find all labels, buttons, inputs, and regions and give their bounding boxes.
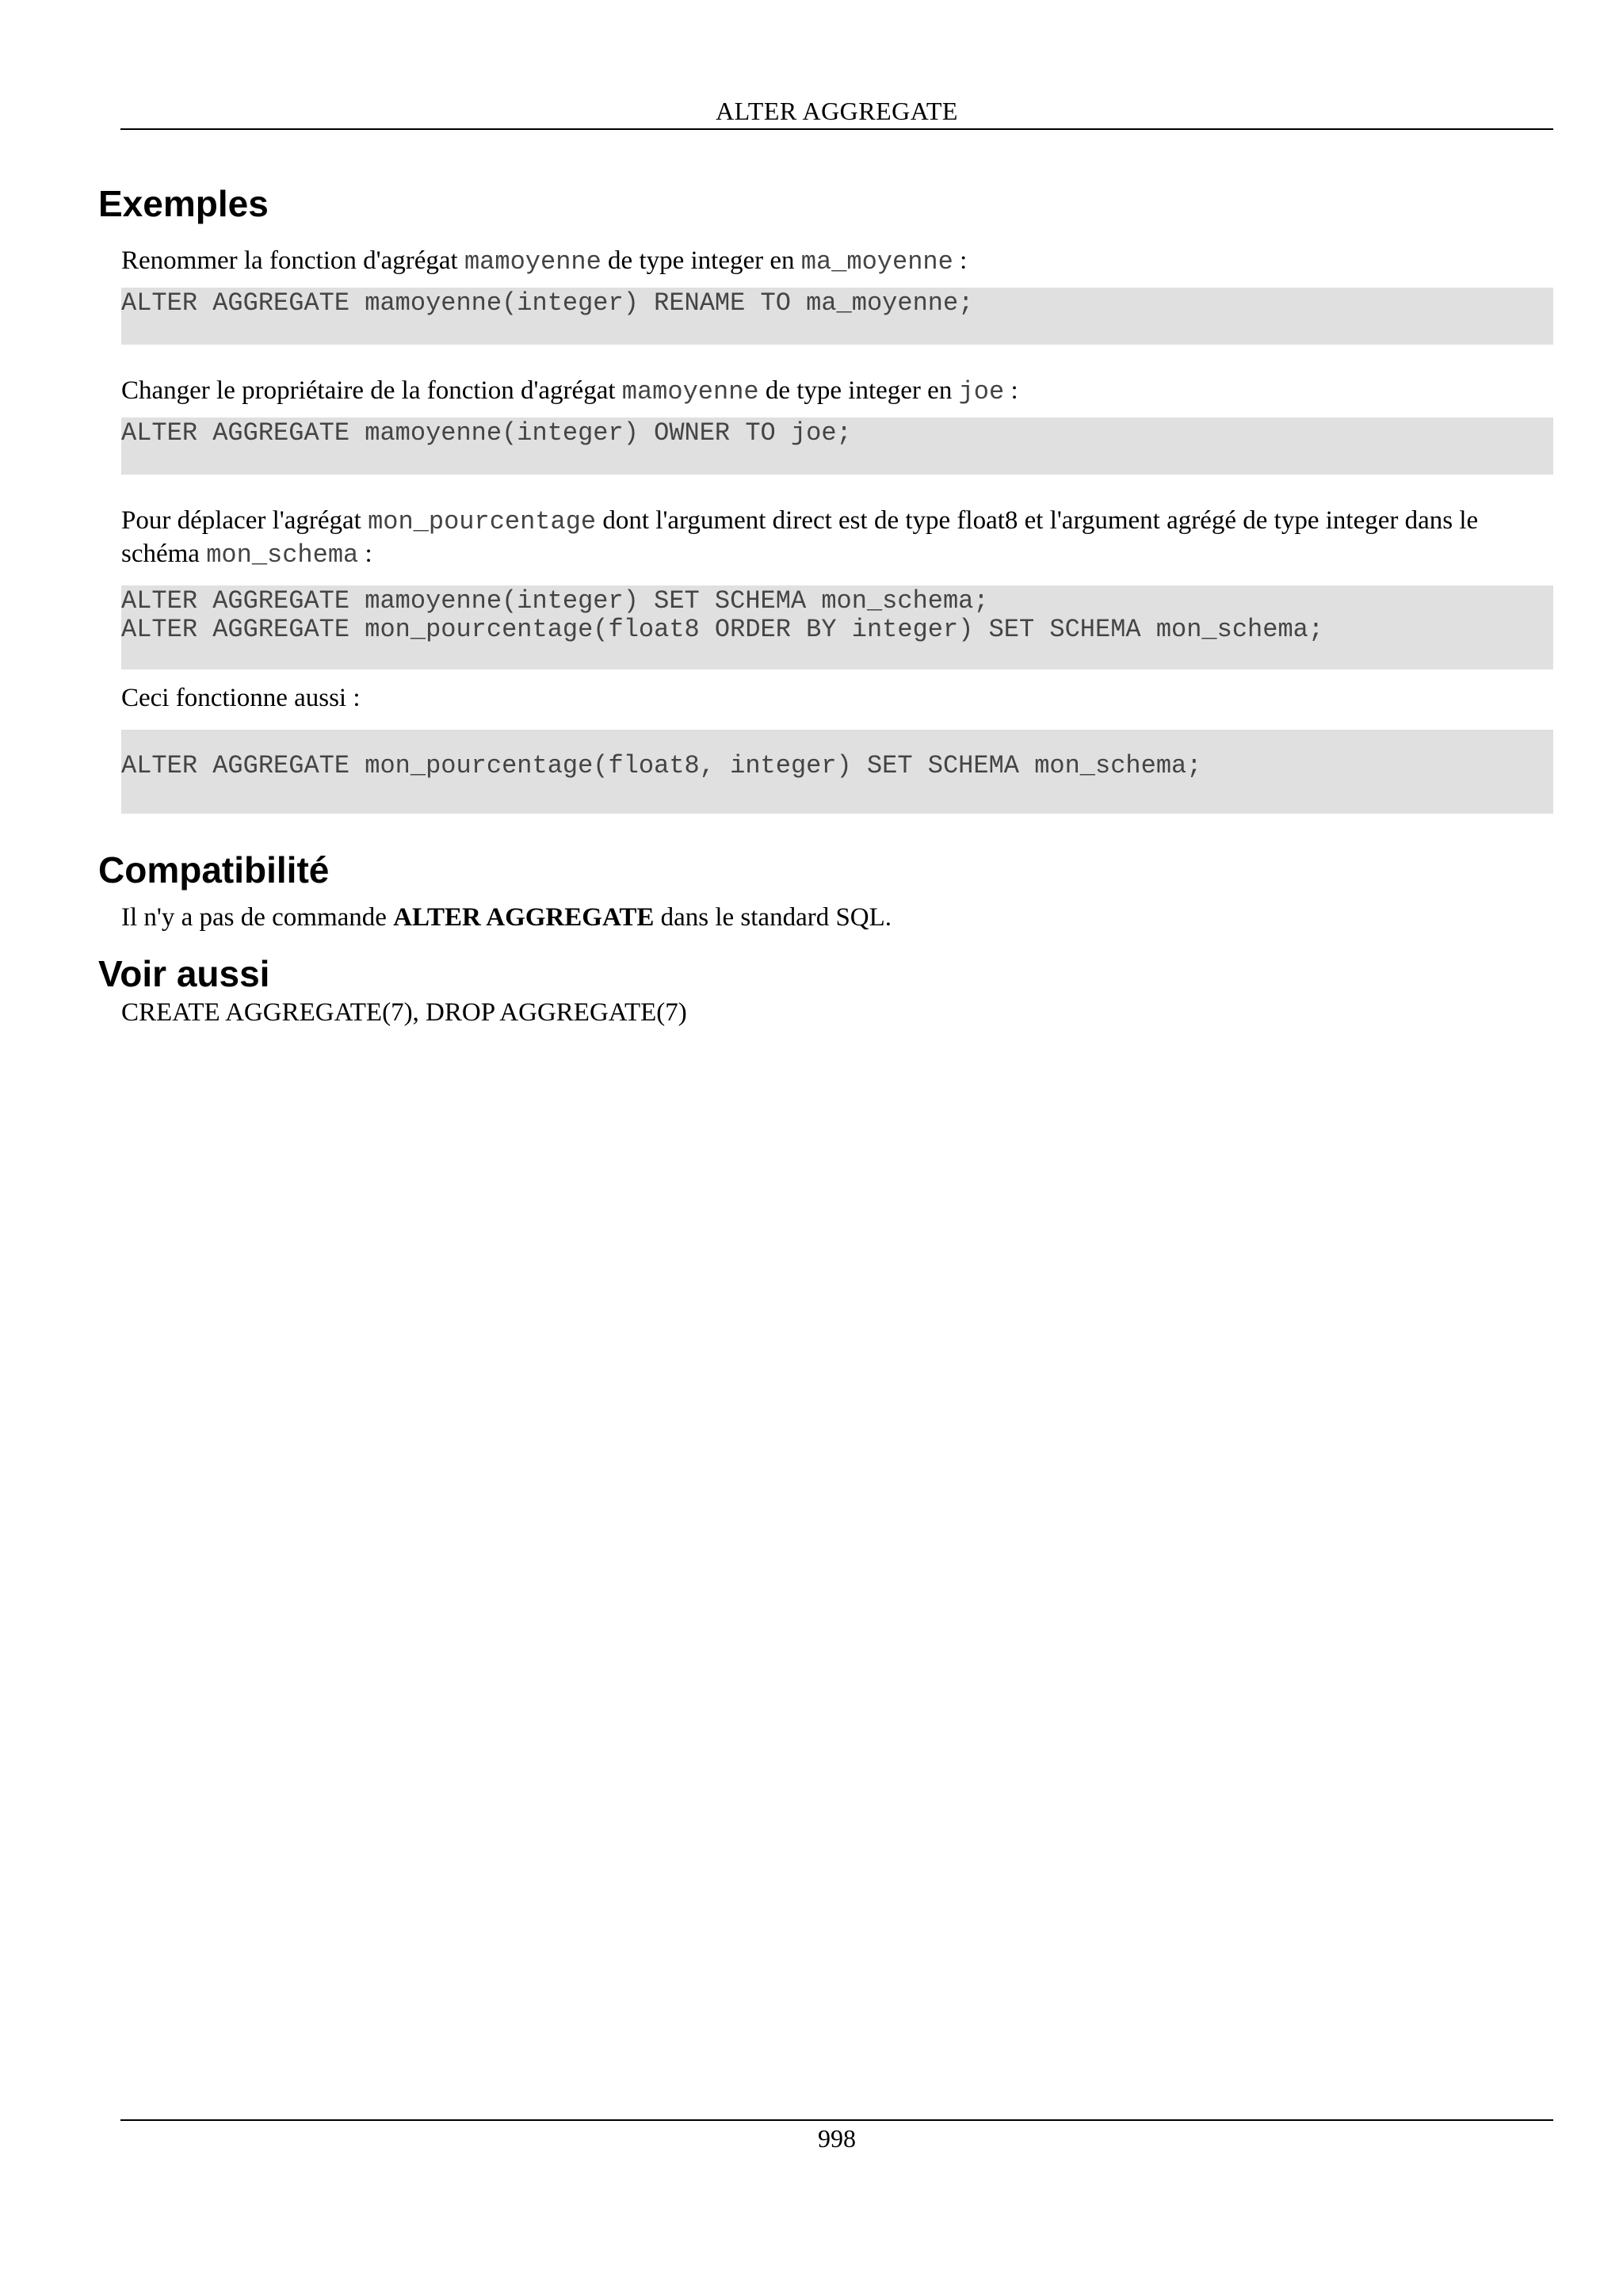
- section-heading-compatibility: Compatibilité: [98, 849, 330, 891]
- text-span: :: [1004, 376, 1018, 406]
- page-footer: [120, 2119, 1553, 2156]
- text-span: dans le standard SQL.: [654, 903, 892, 933]
- paragraph-owner: [121, 375, 1553, 408]
- paragraph-also-works: Ceci fonctionne aussi :: [121, 684, 361, 713]
- inline-code: mamoyenne: [464, 247, 601, 277]
- code-block-also-works: ALTER AGGREGATE mon_pourcentage(float8, integer) SET SCHEMA mon_schema;: [121, 730, 1553, 814]
- text-span: de type integer en: [601, 246, 801, 276]
- paragraph-compatibility: [121, 902, 1553, 933]
- inline-code: mamoyenne: [621, 377, 759, 407]
- inline-code: ma_moyenne: [800, 247, 953, 277]
- text-span: :: [953, 246, 968, 276]
- text-span: Changer le propriétaire de la fonction d'agrégat: [121, 376, 622, 406]
- page-content: [98, 182, 1553, 1028]
- bold-command: ALTER AGGREGATE: [393, 903, 655, 933]
- text-span: Pour déplacer l'agrégat: [121, 506, 369, 536]
- inline-code: mon_pourcentage: [368, 507, 597, 537]
- code-block-rename: ALTER AGGREGATE mamoyenne(integer) RENAME TO ma_moyenne;: [121, 288, 1553, 345]
- paragraph-rename: [121, 245, 1553, 278]
- section-heading-examples: Exemples: [98, 183, 269, 224]
- header-title: ALTER AGGREGATE: [716, 97, 958, 125]
- code-block-set-schema: ALTER AGGREGATE mamoyenne(integer) SET SCHEMA mon_schema; ALTER AGGREGATE mon_pourcentage(float8 ORDER BY integer) SET SCHEMA mon_schema;: [121, 585, 1553, 669]
- inline-code: joe: [958, 377, 1005, 407]
- section-heading-see-also: Voir aussi: [98, 953, 270, 995]
- running-header: [120, 93, 1553, 130]
- text-span: de type integer en: [758, 376, 959, 406]
- code-block-owner: ALTER AGGREGATE mamoyenne(integer) OWNER TO joe;: [121, 418, 1553, 475]
- page-number: 998: [818, 2124, 856, 2153]
- paragraph-see-also: CREATE AGGREGATE(7), DROP AGGREGATE(7): [121, 997, 687, 1027]
- text-span: :: [358, 540, 372, 569]
- text-span: dont l'argument direct est de type float8 et l'argument agrégé de type integer dans le schéma: [121, 506, 1479, 569]
- inline-code: mon_schema: [206, 540, 359, 570]
- text-span: Il n'y a pas de commande: [121, 903, 394, 933]
- paragraph-set-schema: [121, 505, 1553, 571]
- text-span: Renommer la fonction d'agrégat: [121, 246, 464, 276]
